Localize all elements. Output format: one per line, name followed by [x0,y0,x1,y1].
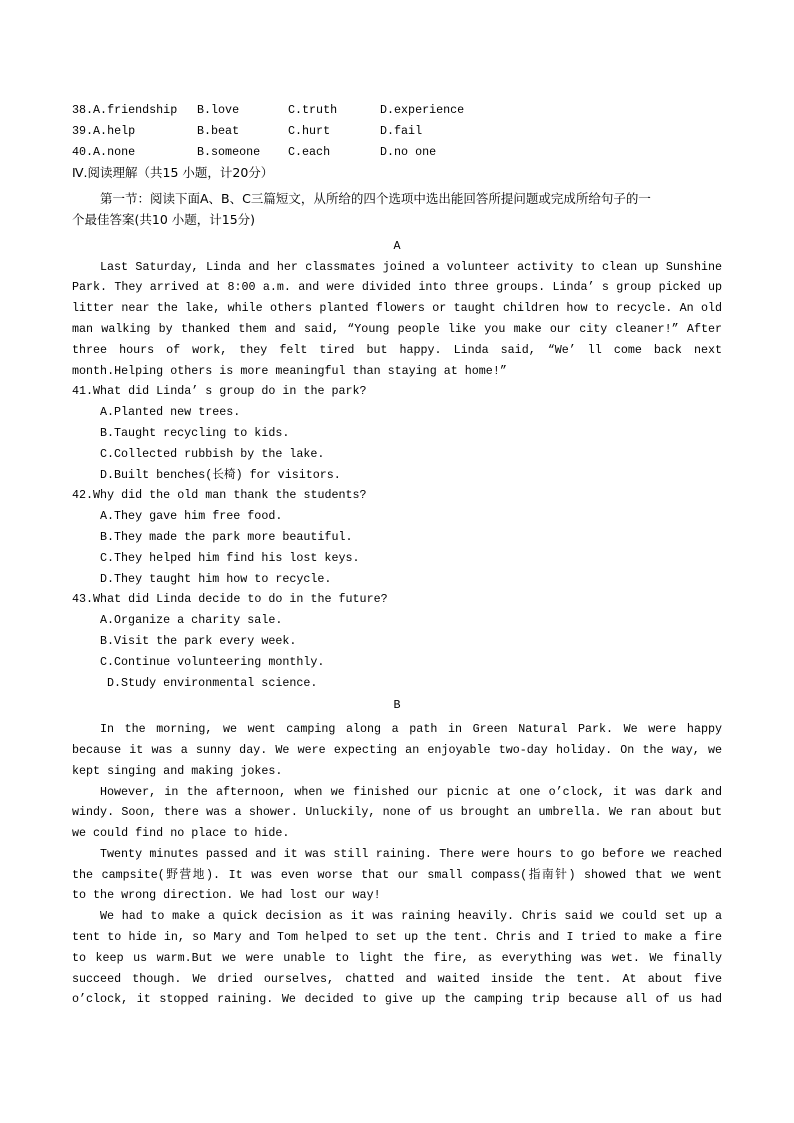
passage-line: man walking by thanked them and said, “Young people like you make our city cleaner!” After [72,321,722,336]
instructions-line-1: 第一节：阅读下面A、B、C三篇短文，从所给的四个选项中选出能回答所提问题或完成所给句子的一 [100,191,651,207]
passage-line: In the morning, we went camping along a path in Green Natural Park. We were happy [100,722,722,737]
option-d: D.no one [380,144,437,159]
option-a: 38.A.friendship [72,103,178,117]
option-b: B.love [197,103,240,117]
option-c: C.truth [288,103,338,117]
question-text: 43.What did Linda decide to do in the future? [72,592,388,607]
passage-line: month.Helping others is more meaningful than staying at home!” [72,363,507,378]
passage-line: because it was a sunny day. We were expecting an enjoyable two-day holiday. On the way, we [72,742,722,757]
option-a: 39.A.help [72,123,136,138]
answer-option: D.Built benches(长椅) for visitors. [100,467,341,482]
passage-line: We had to make a quick decision as it was raining heavily. Chris said we could set up a [100,909,722,924]
answer-option: B.They made the park more beautiful. [100,529,353,544]
passage-line: However, in the afternoon, when we finished our picnic at one o’clock, it was dark and [100,784,722,799]
answer-option: A.They gave him free food. [100,509,283,524]
cloze-options [72,100,722,162]
question-text: 41.What did Linda’ s group do in the park? [72,384,367,399]
section-heading: Ⅳ.阅读理解（共15 小题，计20分） [72,165,274,181]
question-text: 42.Why did the old man thank the students? [72,488,367,503]
passage-b [72,719,722,1010]
passage-line: o’clock, it stopped raining. We decided to give up the camping trip because all of us had [72,992,722,1007]
answer-option: C.Continue volunteering monthly. [100,654,325,669]
cloze-row [72,142,722,163]
option-c: C.hurt [288,123,331,138]
cloze-row [72,121,722,142]
cloze-row [72,100,722,121]
passage-line: succeed though. We dried ourselves, chatted and waited inside the tent. At about five [72,971,722,986]
passage-line: to keep us warm.But we were unable to light the fire, as everything was wet. We finally [72,950,722,965]
passage-line: windy. Soon, there was a shower. Unluckily, none of us brought an umbrella. We ran about but [72,805,722,820]
option-b: B.beat [197,123,240,138]
passage-line: Twenty minutes passed and it was still raining. There were hours to go before we reached [100,846,722,861]
option-d: D.fail [380,123,423,138]
question [72,485,722,589]
answer-option: C.They helped him find his lost keys. [100,550,360,565]
answer-option: A.Organize a charity sale. [100,613,283,628]
question [72,381,722,485]
answer-option: A.Planted new trees. [100,405,241,420]
passage-line: litter near the lake, while others planted flowers or taught children how to recycle. An old [72,301,722,316]
passage-b-label: B [393,698,401,713]
passage-line: the campsite(野营地). It was even worse that our small compass(指南针) showed that we went [72,867,722,882]
passage-line: to the wrong direction. We had lost our way! [72,888,381,903]
option-d: D.experience [380,103,465,117]
questions [72,381,722,693]
answer-option: D.Study environmental science. [107,675,318,690]
instructions-line-2: 个最佳答案(共10 小题，计15分) [72,211,256,227]
document-page [72,100,722,1010]
passage-line: we could find no place to hide. [72,826,290,841]
passage-a [72,257,722,382]
answer-option: B.Visit the park every week. [100,633,297,648]
answer-option: B.Taught recycling to kids. [100,425,290,440]
answer-option: C.Collected rubbish by the lake. [100,446,325,461]
question [72,589,722,693]
option-a: 40.A.none [72,144,136,159]
passage-line: tent to hide in, so Mary and Tom helped to set up the tent. Chris and I tried to make a fire [72,930,722,945]
option-c: C.each [288,144,331,159]
passage-line: kept singing and making jokes. [72,763,283,778]
passage-line: Park. They arrived at 8:00 a.m. and were divided into three groups. Linda’ s group picked up [72,280,722,295]
passage-line: Last Saturday, Linda and her classmates joined a volunteer activity to clean up Sunshine [100,259,722,274]
passage-line: three hours of work, they felt tired but happy. Linda said, “We’ ll come back next [72,342,722,357]
answer-option: D.They taught him how to recycle. [100,571,332,586]
passage-a-label: A [393,238,401,253]
option-b: B.someone [197,144,261,159]
